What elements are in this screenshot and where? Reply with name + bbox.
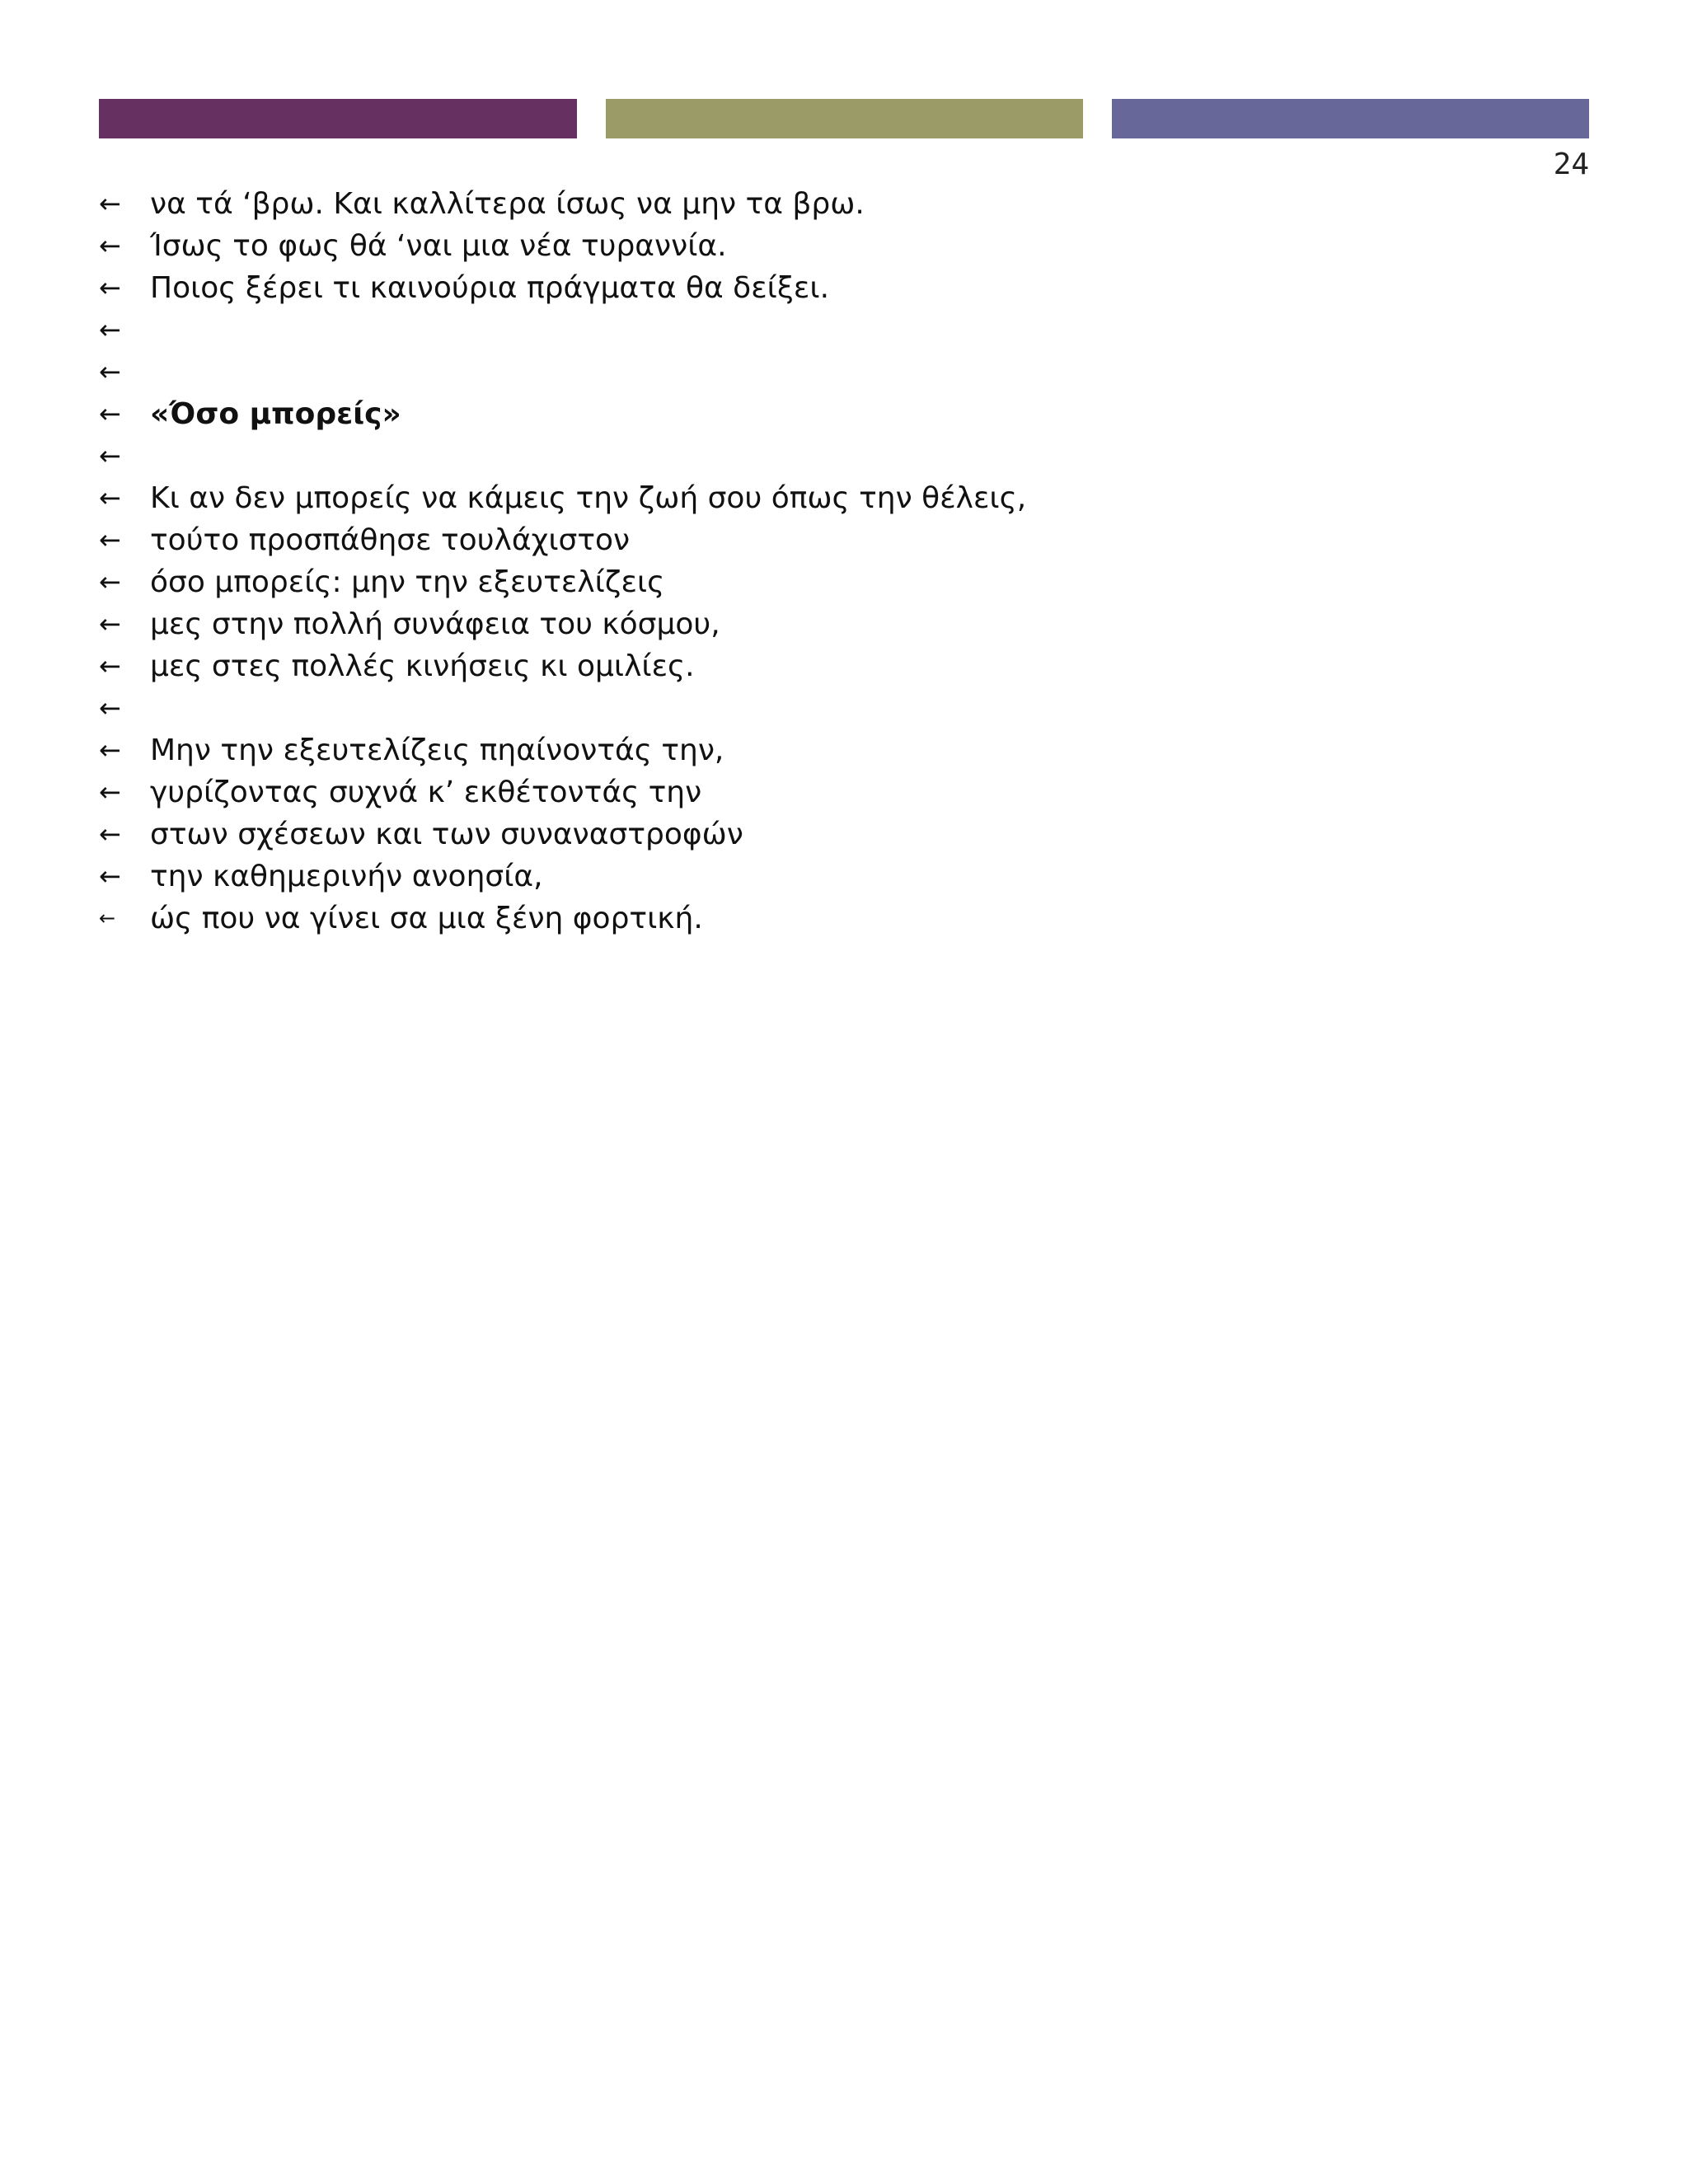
- poem-title: «Όσο μπορείς»: [150, 397, 401, 431]
- paragraph-mark-icon: ←: [99, 440, 121, 471]
- paragraph-mark-icon: ←: [99, 524, 121, 555]
- poem-line-text: Κι αν δεν μπορείς να κάμεις την ζωή σου όπως την θέλεις,: [150, 481, 1027, 515]
- poem-line: [99, 225, 1335, 267]
- header-bar-blue: [1112, 99, 1589, 138]
- paragraph-mark-icon: ←: [99, 907, 116, 930]
- poem-line: [99, 477, 1335, 519]
- poem-line-text: Ποιος ξέρει τι καινούρια πράγματα θα δείξει.: [150, 271, 830, 305]
- paragraph-mark-icon: ←: [99, 482, 121, 513]
- paragraph-mark-icon: ←: [99, 860, 121, 892]
- poem-line: [99, 603, 1335, 645]
- paragraph-mark-icon: ←: [99, 692, 121, 724]
- poem-line-text: όσο μπορείς: μην την εξευτελίζεις: [150, 565, 665, 599]
- poem-line-text: να τά ‘βρω. Και καλλίτερα ίσως να μην τα βρω.: [150, 187, 865, 221]
- poem-text: [99, 183, 1335, 940]
- header-bar-olive: [606, 99, 1083, 138]
- paragraph-mark-icon: ←: [99, 398, 121, 429]
- paragraph-mark-icon: ←: [99, 356, 121, 387]
- page-number: 24: [1553, 148, 1589, 181]
- empty-line: [99, 687, 1335, 729]
- poem-line-text: Ίσως το φως θά ‘ναι μια νέα τυραννία.: [150, 229, 727, 263]
- empty-line: [99, 309, 1335, 351]
- poem-line-text: μες στες πολλές κινήσεις κι ομιλίες.: [150, 649, 695, 683]
- poem-line: [99, 561, 1335, 603]
- poem-line-text: στων σχέσεων και των συναναστροφών: [150, 818, 743, 851]
- poem-title-line: [99, 393, 1335, 435]
- poem-line: [99, 267, 1335, 309]
- poem-line-text: τούτο προσπάθησε τουλάχιστον: [150, 523, 631, 557]
- poem-line: [99, 183, 1335, 225]
- paragraph-mark-icon: ←: [99, 818, 121, 850]
- paragraph-mark-icon: ←: [99, 314, 121, 345]
- paragraph-mark-icon: ←: [99, 776, 121, 808]
- poem-line-text: ώς που να γίνει σα μια ξένη φορτική.: [150, 902, 703, 935]
- poem-line: [99, 645, 1335, 687]
- poem-line: [99, 519, 1335, 561]
- paragraph-mark-icon: ←: [99, 188, 121, 219]
- paragraph-mark-icon: ←: [99, 230, 121, 261]
- paragraph-mark-icon: ←: [99, 734, 121, 766]
- paragraph-mark-icon: ←: [99, 566, 121, 598]
- empty-line: [99, 435, 1335, 477]
- poem-line: [99, 729, 1335, 771]
- poem-line-text: μες στην πολλή συνάφεια του κόσμου,: [150, 607, 720, 641]
- poem-line: [99, 813, 1335, 855]
- header-bar-purple: [99, 99, 577, 138]
- poem-line-text: την καθημερινήν ανοησία,: [150, 860, 543, 893]
- poem-line: [99, 771, 1335, 813]
- paragraph-mark-icon: ←: [99, 650, 121, 682]
- poem-line: [99, 898, 1335, 940]
- poem-line: [99, 855, 1335, 898]
- header-color-bars: [99, 99, 1589, 138]
- paragraph-mark-icon: ←: [99, 272, 121, 303]
- empty-line: [99, 351, 1335, 393]
- poem-line-text: Μην την εξευτελίζεις πηαίνοντάς την,: [150, 733, 724, 767]
- paragraph-mark-icon: ←: [99, 608, 121, 640]
- poem-line-text: γυρίζοντας συχνά κ’ εκθέτοντάς την: [150, 776, 702, 809]
